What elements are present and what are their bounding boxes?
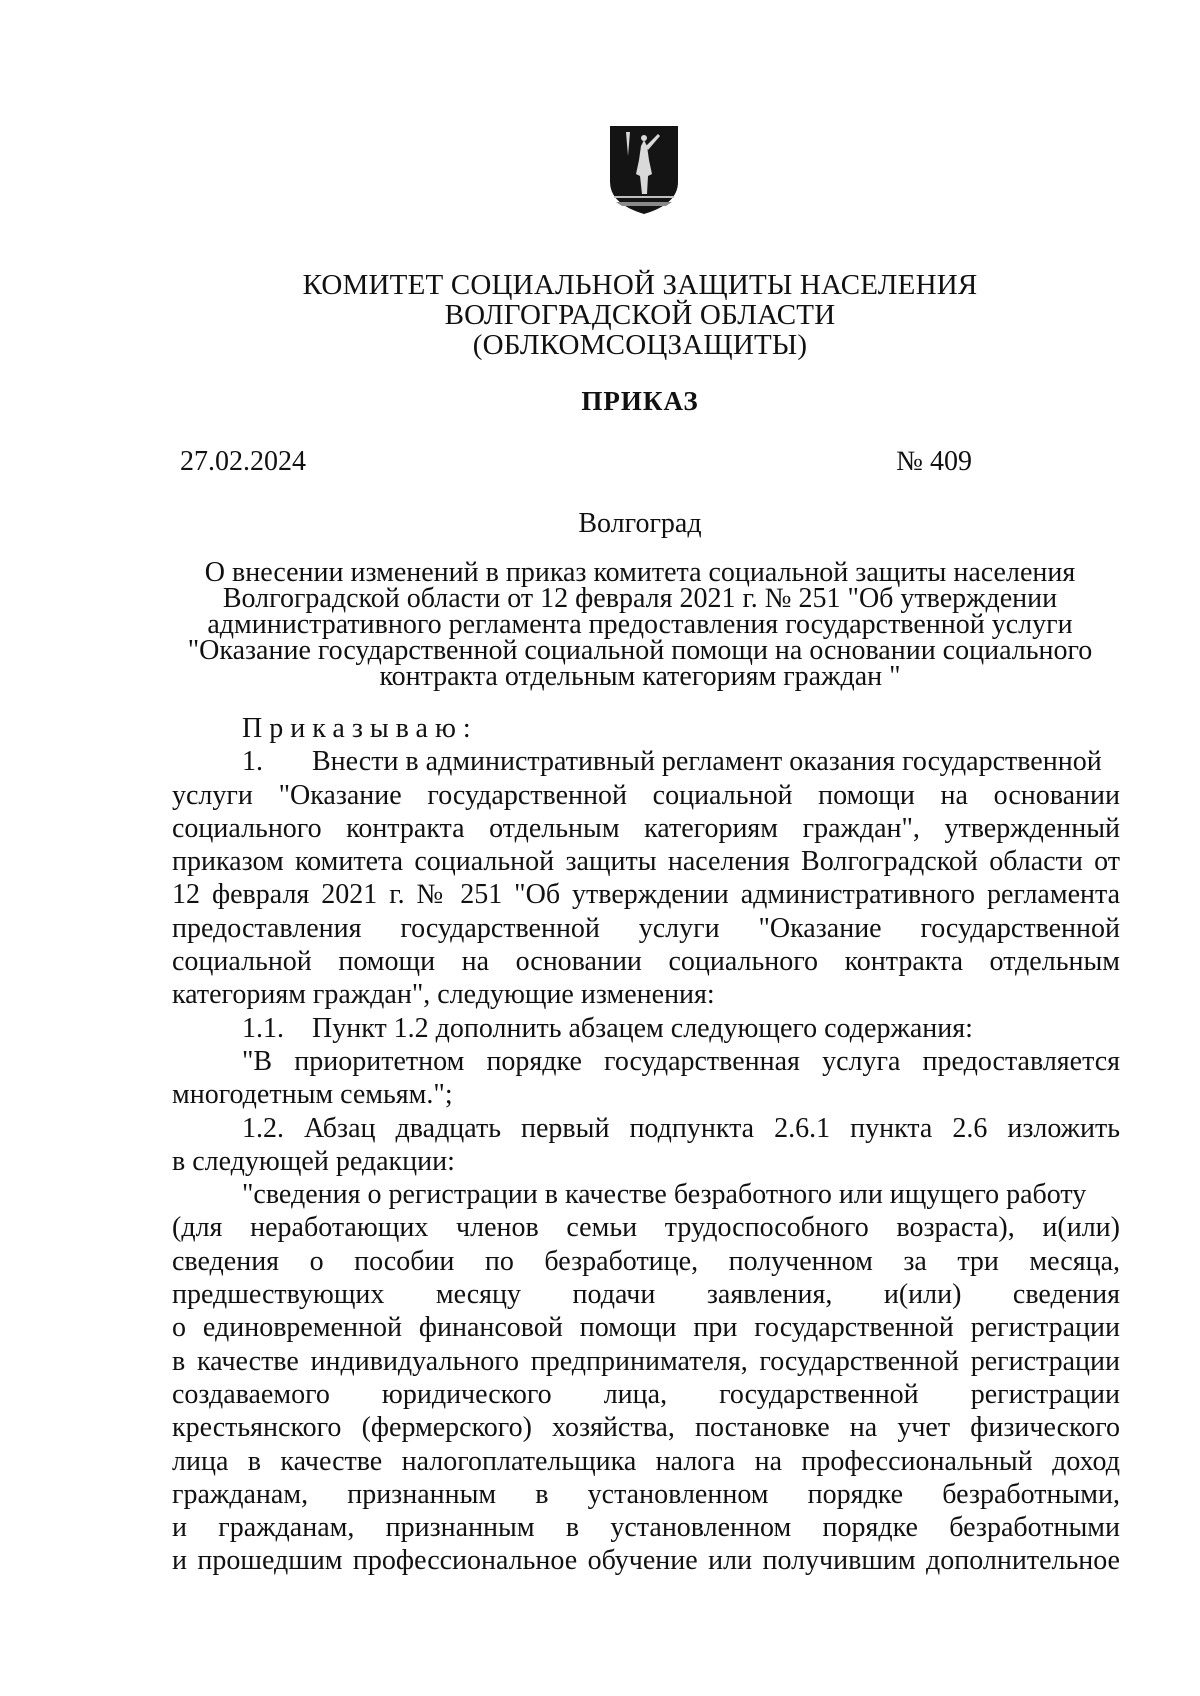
item-1-label: 1.: [242, 746, 263, 778]
body-line: приказом комитета социальной защиты населения Волгоградской области от: [172, 846, 1120, 878]
body-line: услуги "Оказание государственной социальной помощи на основании: [172, 779, 1120, 811]
org-line: ВОЛГОГРАДСКОЙ ОБЛАСТИ: [444, 299, 836, 331]
item-1-first-line: 1. Внести в административный регламент оказания государственной: [242, 746, 1102, 778]
title-line: контракта отдельным категориям граждан ": [379, 661, 901, 692]
body-line: гражданам, признанным в установленном порядке безработными,: [172, 1478, 1120, 1510]
order-word: Приказываю:: [242, 713, 478, 744]
quote-1-first-line: "В приоритетном порядке государственная услуга предоставляется: [242, 1045, 1120, 1077]
body-line: категориям граждан", следующие изменения:: [172, 979, 715, 1011]
body-line: социальной помощи на основании социального контракта отдельным: [172, 946, 1120, 978]
body-line: лица в качестве налогоплательщика налога на профессиональный доход: [172, 1445, 1120, 1477]
title-line: Волгоградской области от 12 февраля 2021 г. № 251 "Об утверждении: [222, 583, 1058, 614]
document-title: [175, 557, 1105, 692]
body-line: 12 февраля 2021 г. № 251 "Об утверждении административного регламента: [172, 879, 1120, 911]
org-line: КОМИТЕТ СОЦИАЛЬНОЙ ЗАЩИТЫ НАСЕЛЕНИЯ: [302, 269, 978, 301]
body-line: крестьянского (фермерского) хозяйства, постановке на учет физического: [172, 1412, 1120, 1444]
organization-name: [200, 270, 1080, 360]
body-line: и прошедшим профессиональное обучение или получившим дополнительное: [172, 1545, 1120, 1577]
body-line: о единовременной финансовой помощи при государственной регистрации: [172, 1312, 1120, 1344]
title-line: административного регламента предоставления государственной услуги: [207, 609, 1073, 640]
volgograd-coat-of-arms-icon: [606, 124, 682, 216]
body-line: сведения о пособии по безработице, полученном за три месяца,: [172, 1245, 1120, 1277]
body-line: и гражданам, признанным в установленном порядке безработными: [172, 1512, 1120, 1544]
title-line: О внесении изменений в приказ комитета социальной защиты населения: [204, 557, 1076, 588]
body-line: социального контракта отдельным категориям граждан", утвержденный: [172, 812, 1120, 844]
document-number: № 409: [896, 446, 972, 477]
body-line: (для неработающих членов семьи трудоспособного возраста), и(или): [172, 1212, 1120, 1244]
quote-2-first-line: "сведения о регистрации в качестве безработного или ищущего работу: [242, 1179, 1087, 1211]
body-line: в качестве индивидуального предпринимателя, государственной регистрации: [172, 1345, 1120, 1377]
item-1-2-last-line: в следующей редакции:: [172, 1145, 455, 1177]
item-1-1-label: 1.1.: [242, 1012, 284, 1044]
title-line: "Оказание государственной социальной помощи на основании социального: [187, 635, 1093, 666]
document-city: Волгоград: [578, 508, 702, 539]
org-line: (ОБЛКОМСОЦЗАЩИТЫ): [472, 329, 808, 361]
item-1-2-first-line: 1.2. Абзац двадцать первый подпункта 2.6.1 пункта 2.6 изложить: [242, 1112, 1120, 1144]
item-1-1-line: 1.1. Пункт 1.2 дополнить абзацем следующего содержания:: [242, 1012, 973, 1044]
body-line: создаваемого юридического лица, государственной регистрации: [172, 1378, 1120, 1410]
body-line: предшествующих месяцу подачи заявления, и(или) сведения: [172, 1279, 1120, 1311]
document-date: 27.02.2024: [180, 446, 306, 477]
body-line: предоставления государственной услуги "Оказание государственной: [172, 912, 1120, 944]
document-type: ПРИКАЗ: [581, 386, 699, 416]
quote-1-last-line: многодетным семьям.";: [172, 1079, 453, 1111]
document-body: [172, 712, 1120, 1578]
